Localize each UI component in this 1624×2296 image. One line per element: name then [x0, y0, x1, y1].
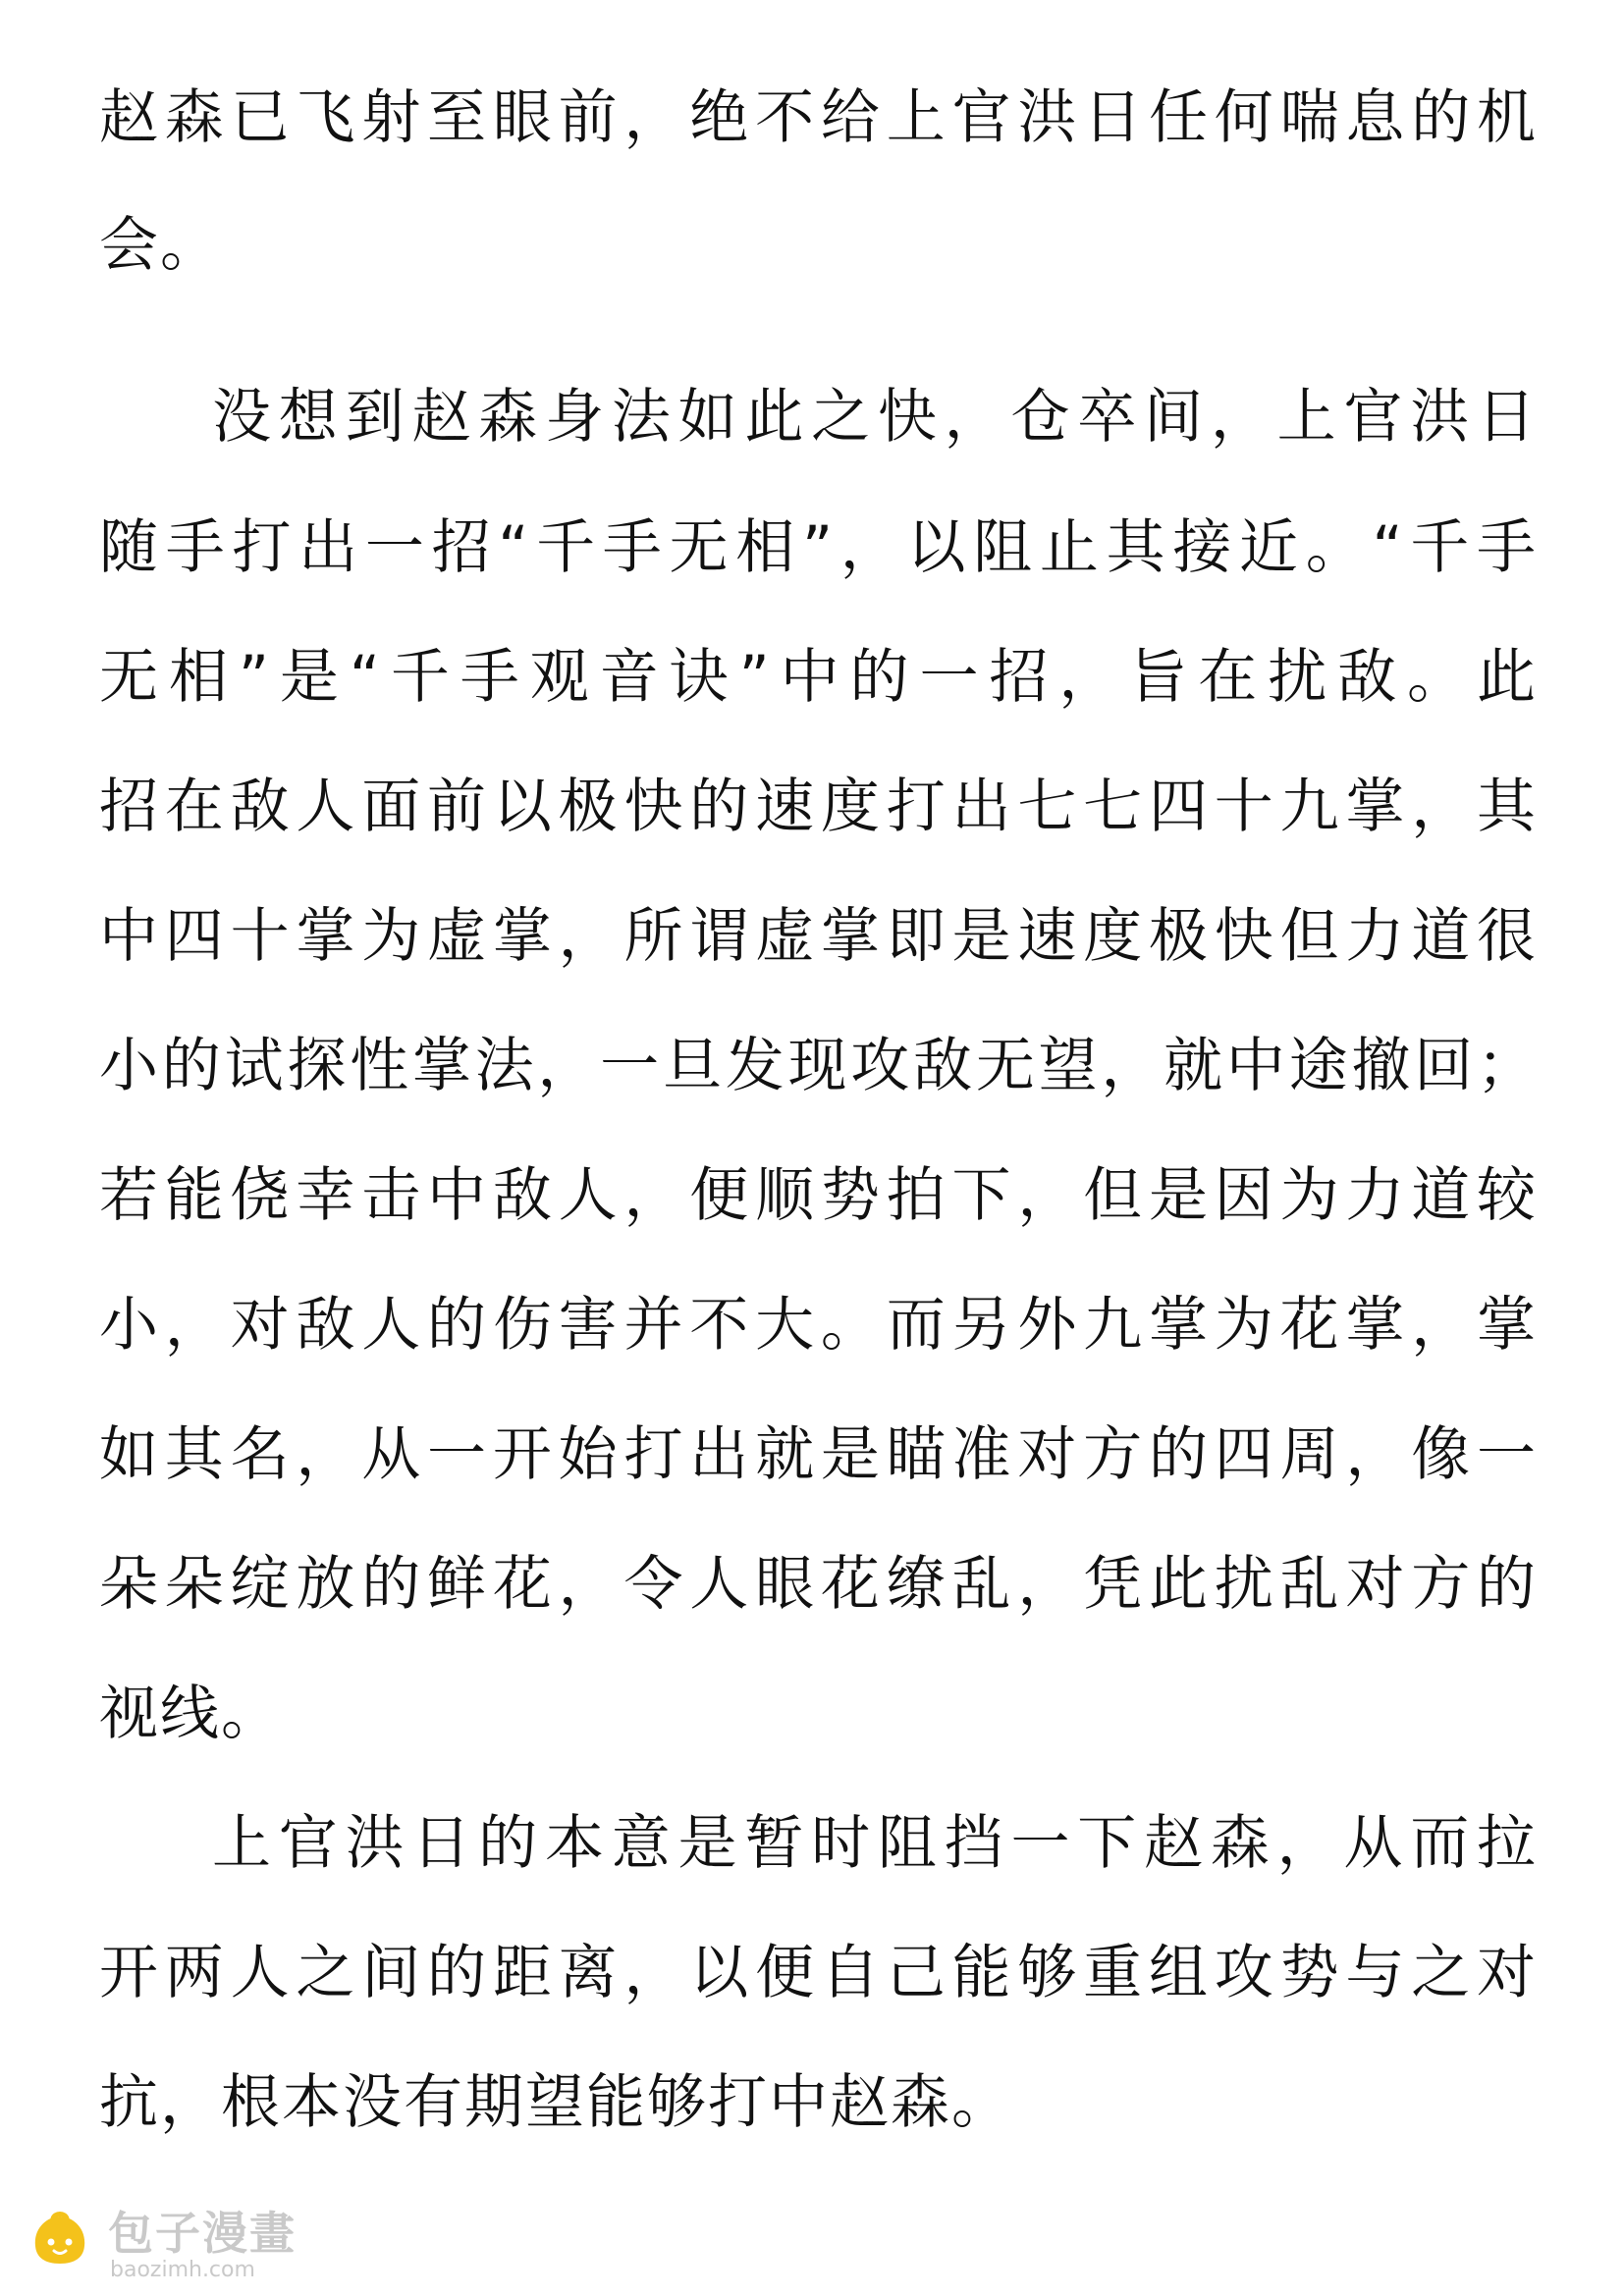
text-line: 抗，根本没有期望能够打中赵森。: [99, 2068, 1012, 2137]
text-line: 如其名，从一开始打出就是瞄准对方的四周，像一: [99, 1420, 1538, 1489]
text-line: 无相”是“千手观音诀”中的一招，旨在扰敌。此: [99, 643, 1538, 712]
text-line: 中四十掌为虚掌，所谓虚掌即是速度极快但力道很: [99, 902, 1538, 971]
text-line: 招在敌人面前以极快的速度打出七七四十九掌，其: [99, 773, 1538, 841]
watermark-url: baozimh.com: [110, 2258, 255, 2282]
watermark: [27, 2207, 342, 2285]
text-line: 随手打出一招“千手无相”，以阻止其接近。“千手: [99, 513, 1538, 582]
text-line: 小，对敌人的伤害并不大。而另外九掌为花掌，掌: [99, 1291, 1538, 1360]
text-line: 上官洪日的本意是暂时阻挡一下赵森，从而拉: [212, 1809, 1538, 1878]
text-line: 朵朵绽放的鲜花，令人眼花缭乱，凭此扰乱对方的: [99, 1550, 1538, 1619]
bun-mascot-icon: [27, 2207, 92, 2271]
text-line: 开两人之间的距离，以便自己能够重组攻势与之对: [99, 1939, 1538, 2007]
text-line: 会。: [99, 211, 221, 280]
text-line: 若能侥幸击中敌人，便顺势拍下，但是因为力道较: [99, 1161, 1538, 1230]
watermark-title: 包子漫畫: [108, 2207, 297, 2260]
text-line: 没想到赵森身法如此之快，仓卒间，上官洪日: [212, 383, 1538, 452]
text-line: 小的试探性掌法，一旦发现攻敌无望，就中途撤回；: [99, 1032, 1538, 1100]
text-line: 赵森已飞射至眼前，绝不给上官洪日任何喘息的机: [99, 83, 1538, 152]
text-line: 视线。: [99, 1680, 282, 1748]
